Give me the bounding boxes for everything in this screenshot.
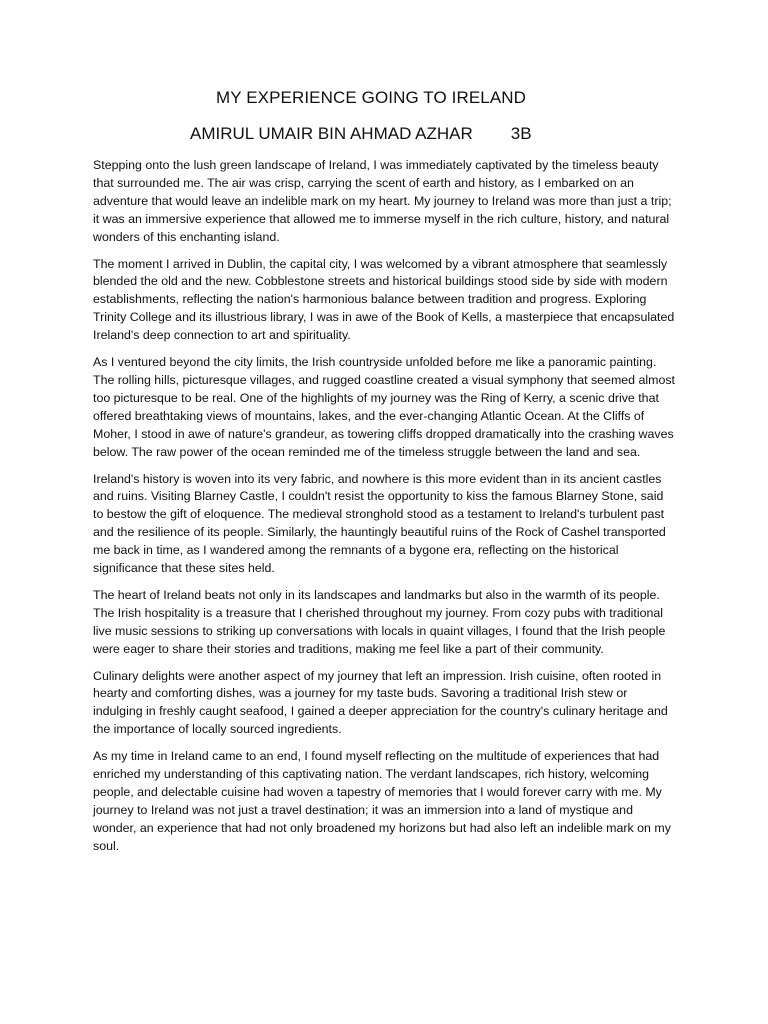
paragraph: Culinary delights were another aspect of my journey that left an impression. Irish cuisine, often rooted in hearty and comforting dishes, was a journey for my taste buds. Savoring a traditional Irish stew or indulging in freshly caught seafood, I gained a deeper appreciation for the country's culinary heritage and the importance of locally sourced ingredients. xyxy=(93,668,668,737)
essay-body xyxy=(93,157,675,865)
paragraph: The moment I arrived in Dublin, the capital city, I was welcomed by a vibrant atmosphere that seamlessly blended the old and the new. Cobblestone streets and historical buildings stood side by side with modern establishments, reflecting the nation's harmonious balance between tradition and progress. Exploring Trinity College and its illustrious library, I was in awe of the Book of Kells, a masterpiece that encapsulated Ireland's deep connection to art and spirituality. xyxy=(93,256,675,343)
author-name: AMIRUL UMAIR BIN AHMAD AZHAR xyxy=(190,124,473,143)
document-title: MY EXPERIENCE GOING TO IRELAND xyxy=(216,88,527,107)
author-line xyxy=(190,124,532,144)
paragraph: Ireland's history is woven into its very fabric, and nowhere is this more evident than in its ancient castles and ruins. Visiting Blarney Castle, I couldn't resist the opportunity to kiss the famous Blarney Stone, said to bestow the gift of eloquence. The medieval stronghold stood as a testament to Ireland's turbulent past and the resilience of its people. Similarly, the hauntingly beautiful ruins of the Rock of Cashel transported me back in time, as I wandered among the remnants of a bygone era, reflecting on the historical significance that these sites held. xyxy=(93,471,666,576)
paragraph: As I ventured beyond the city limits, the Irish countryside unfolded before me like a panoramic painting. The rolling hills, picturesque villages, and rugged coastline created a visual symphony that seemed almost too picturesque to be real. One of the highlights of my journey was the Ring of Kerry, a scenic drive that offered breathtaking views of mountains, lakes, and the ever-changing Atlantic Ocean. At the Cliffs of Moher, I stood in awe of nature's grandeur, as towering cliffs dropped dramatically into the crashing waves below. The raw power of the ocean reminded me of the timeless struggle between the land and sea. xyxy=(93,355,675,459)
class-label: 3B xyxy=(510,124,532,143)
paragraph: Stepping onto the lush green landscape of Ireland, I was immediately captivated by the timeless beauty that surrounded me. The air was crisp, carrying the scent of earth and history, as I embarked on an adventure that would leave an indelible mark on my heart. My journey to Ireland was more than just a trip; it was an immersive experience that allowed me to immerse myself in the rich culture, history, and natural wonders of this enchanting island. xyxy=(93,158,672,244)
paragraph: The heart of Ireland beats not only in its landscapes and landmarks but also in the warmth of its people. The Irish hospitality is a treasure that I cherished throughout my journey. From cozy pubs with traditional live music sessions to striking up conversations with locals in quaint villages, I found that the Irish people were eager to share their stories and traditions, making me feel like a part of their community. xyxy=(93,587,666,656)
paragraph: As my time in Ireland came to an end, I found myself reflecting on the multitude of experiences that had enriched my understanding of this captivating nation. The verdant landscapes, rich history, welcoming people, and delectable cuisine had woven a tapestry of memories that I would forever carry with me. My journey to Ireland was not just a travel destination; it was an immersion into a land of mystique and wonder, an experience that had not only broadened my horizons but had also left an indelible mark on my soul. xyxy=(93,749,671,853)
